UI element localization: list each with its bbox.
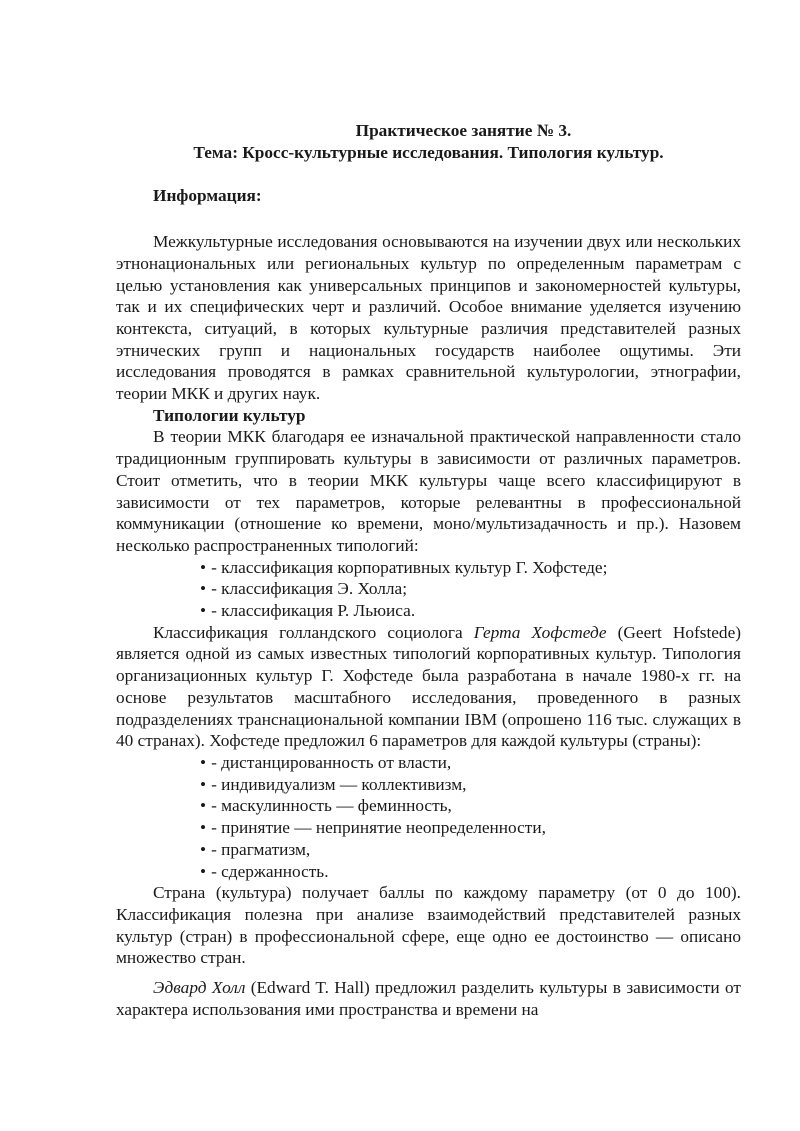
info-heading: Информация: (153, 186, 262, 206)
list-item: • - индивидуализм — коллективизм, (200, 774, 741, 796)
list-item: • - классификация Р. Льюиса. (200, 600, 741, 622)
hall-paragraph (116, 977, 741, 1020)
list-item: • - принятие — непринятие неопределенности, (200, 817, 741, 839)
hall-text: (Edward T. Hall) предложил разделить культуры в зависимости от характера использования ими пространства и времени на (116, 978, 741, 1019)
list-item: • - классификация корпоративных культур Г. Хофстеде; (200, 557, 741, 579)
hall-name: Эдвард Холл (153, 978, 246, 998)
list-item: • - классификация Э. Холла; (200, 578, 741, 600)
hofstede-name: Герта Хофстеде (473, 622, 607, 642)
typology-list (116, 557, 741, 622)
list-item: • - маскулинность — феминность, (200, 795, 741, 817)
list-item: • - прагматизм, (200, 839, 741, 861)
intro-paragraph: Межкультурные исследования основываются на изучении двух или нескольких этнонациональных или региональных культур по определенным параметрам с целью установления как универсальных принципов и закономерностей культуры, так и их специфических черт и различий. Особое внимание уделяется изучению контекста, ситуаций, в которых культурные различия представителей разных этнических групп и национальных государств наиболее ощутимы. Эти исследования проводятся в рамках сравнительной культурологии, этнографии, теории МКК и других наук. (116, 232, 741, 404)
typologies-paragraph: В теории МКК благодаря ее изначальной практической направленности стало традиционным группировать культуры в зависимости от различных параметров. Стоит отметить, что в теории МКК культуры чаще всего классифицируют в зависимости от тех параметров, которые релевантны в профессиональной коммуникации (отношение ко времени, моно/мультизадачность и пр.). Назовем несколько распространенных типологий: (116, 427, 741, 555)
list-item: • - сдержанность. (200, 861, 741, 883)
list-item: • - дистанцированность от власти, (200, 752, 741, 774)
hofstede-text-before: Классификация голландского социолога (153, 622, 474, 642)
page-subtitle: Тема: Кросс-культурные исследования. Типология культур. (193, 142, 664, 162)
hofstede-paragraph (116, 622, 741, 752)
document-body (116, 120, 741, 1020)
page-title: Практическое занятие № 3. (355, 121, 572, 140)
typologies-heading: Типологии культур (153, 405, 306, 425)
parameters-list (116, 752, 741, 882)
scores-paragraph: Страна (культура) получает баллы по каждому параметру (от 0 до 100). Классификация полезна при анализе взаимодействий представителей разных культур (стран) в профессиональной сфере, еще одно ее достоинство — описано множество стран. (116, 883, 741, 968)
hofstede-text-after: (Geert Hofstede) является одной из самых известных типологий корпоративных культур. Типология организационных культур Г. Хофстеде была разработана в начале 1980-х гг. на основе результатов масштабного исследования, проведенного в разных подразделениях транснациональной компании IBM (опрошено 116 тыс. служащих в 40 странах). Хофстеде предложил 6 параметров для каждой культуры (страны): (116, 622, 741, 751)
